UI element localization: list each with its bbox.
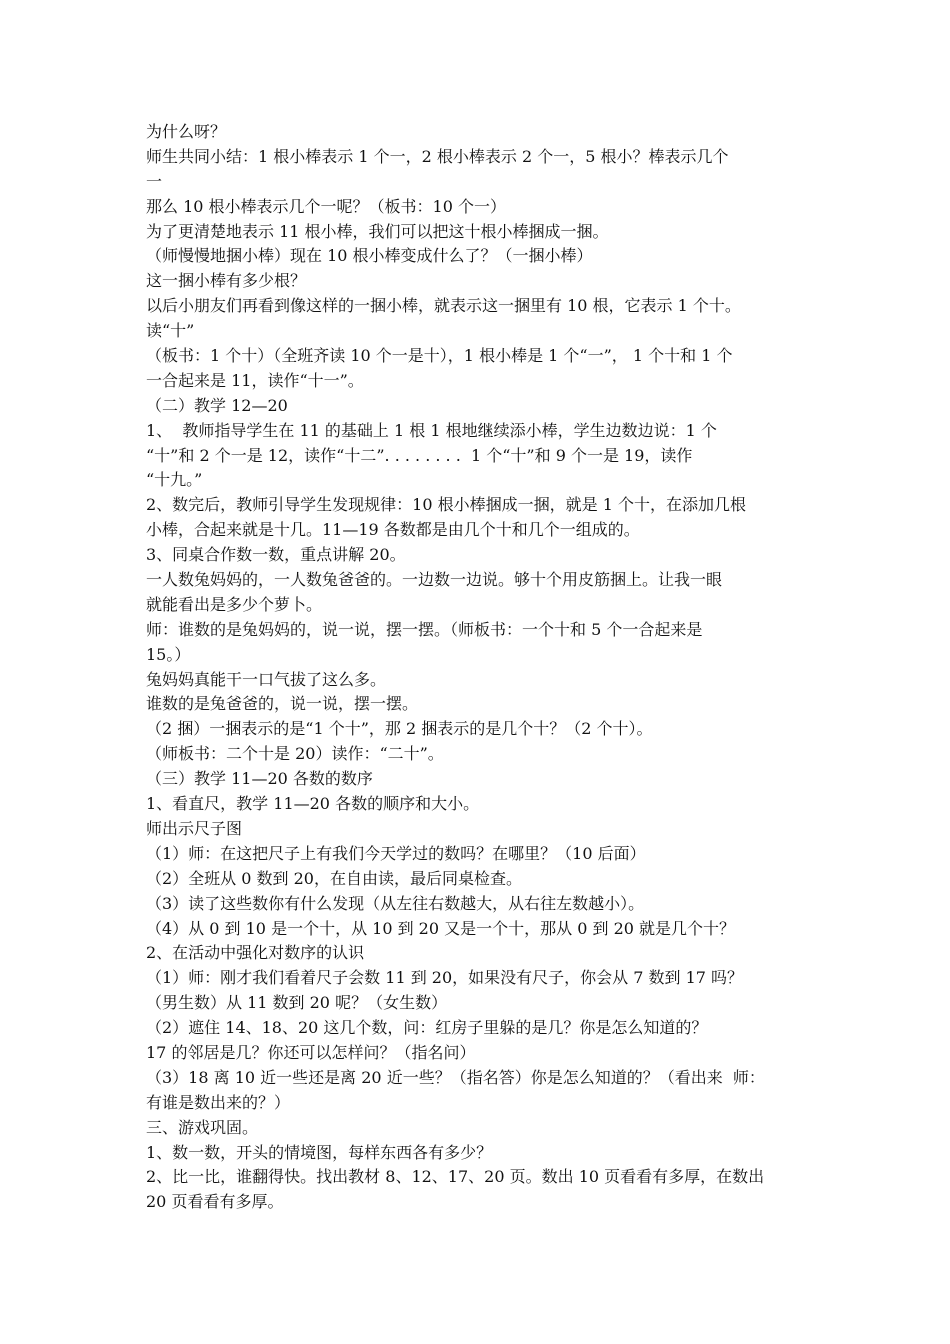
text-line: （师慢慢地捆小棒）现在 10 根小棒变成什么了？（一捆小棒） <box>146 246 593 266</box>
text-line: 2、数完后，教师引导学生发现规律：10 根小棒捆成一捆，就是 1 个十，在添加几根 <box>146 495 746 515</box>
text-line: 以后小朋友们再看到像这样的一捆小棒，就表示这一捆里有 10 根，它表示 1 个十。 <box>146 296 741 316</box>
text-line: 为了更清楚地表示 11 根小棒，我们可以把这十根小棒捆成一捆。 <box>146 221 609 241</box>
text-line: “十”和 2 个一是 12，读作“十二”. . . . . . . . 1 个“十”和 9 个一是 19，读作 <box>146 445 693 465</box>
text-line: （男生数）从 11 数到 20 呢？（女生数） <box>146 993 448 1013</box>
text-line: （板书：1 个十）（全班齐读 10 个一是十），1 根小棒是 1 个“一”， 1 个十和 1 个 <box>146 346 733 366</box>
text-line: 师：谁数的是兔妈妈的，说一说，摆一摆。（师板书：一个十和 5 个一合起来是 <box>146 619 703 639</box>
text-line: 谁数的是兔爸爸的，说一说，摆一摆。 <box>146 694 419 714</box>
text-line: （1）师：刚才我们看着尺子会数 11 到 20，如果没有尺子，你会从 7 数到 17 吗？ <box>146 968 744 988</box>
text-line: （2）遮住 14、18、20 这几个数，问：红房子里躲的是几？你是怎么知道的？ <box>146 1018 708 1038</box>
text-line: “十九。” <box>146 470 203 490</box>
text-line: 为什么呀？ <box>146 122 227 141</box>
text-line: （2）全班从 0 数到 20，在自由读，最后同桌检查。 <box>146 868 522 888</box>
text-line: 2、比一比，谁翻得快。找出教材 8、12、17、20 页。数出 10 页看看有多厚，在数出 <box>146 1167 765 1187</box>
section-heading: （三）教学 11—20 各数的数序 <box>146 769 373 789</box>
text-line: 15。） <box>146 644 191 664</box>
section-heading: 三、游戏巩固。 <box>146 1117 259 1137</box>
text-line: 这一捆小棒有多少根？ <box>146 271 307 291</box>
text-line: 一人数兔妈妈的，一人数兔爸爸的。一边数一边说。够十个用皮筋捆上。让我一眼 <box>146 570 723 590</box>
text-line: （3）18 离 10 近一些还是离 20 近一些？（指名答）你是怎么知道的？（看出来 师： <box>146 1067 765 1087</box>
text-line: 1、数一数，开头的情境图，每样东西各有多少？ <box>146 1142 493 1162</box>
text-line: （师板书：二个十是 20）读作：“二十”。 <box>146 744 444 764</box>
text-line: 那么 10 根小棒表示几个一呢？（板书：10 个一） <box>146 196 506 216</box>
text-line: （2 捆）一捆表示的是“1 个十”，那 2 捆表示的是几个十？（2 个十）。 <box>146 719 653 739</box>
text-line: 20 页看看有多厚。 <box>146 1192 284 1212</box>
section-heading: （二）教学 12—20 <box>146 395 288 415</box>
text-line: 2、在活动中强化对数序的认识 <box>146 943 365 963</box>
text-line: 师出示尺子图 <box>146 818 243 838</box>
text-line: 有谁是数出来的？） <box>146 1092 291 1112</box>
text-line: 17 的邻居是几？你还可以怎样问？（指名问） <box>146 1042 476 1062</box>
text-line: 1、 教师指导学生在 11 的基础上 1 根 1 根地继续添小棒，学生边数边说：1 个 <box>146 420 717 440</box>
text-line: 3、同桌合作数一数，重点讲解 20。 <box>146 545 406 565</box>
text-line: 师生共同小结：1 根小棒表示 1 个一，2 根小棒表示 2 个一，5 根小？棒表示几个 <box>146 146 729 166</box>
text-line: （4）从 0 到 10 是一个十，从 10 到 20 又是一个十，那从 0 到 20 就是几个十？ <box>146 918 736 938</box>
text-line: 就能看出是多少个萝卜。 <box>146 594 323 614</box>
text-line: 小棒，合起来就是十几。11—19 各数都是由几个十和几个一组成的。 <box>146 520 640 540</box>
text-line: （1）师：在这把尺子上有我们今天学过的数吗？在哪里？（10 后面） <box>146 843 646 863</box>
document-body <box>146 120 846 1215</box>
text-line: 读“十” <box>146 321 195 341</box>
text-line: 一 <box>146 171 163 191</box>
text-line: 兔妈妈真能干一口气拔了这么多。 <box>146 669 387 689</box>
text-line: 1、看直尺，教学 11—20 各数的顺序和大小。 <box>146 794 480 814</box>
text-line: （3）读了这些数你有什么发现（从左往右数越大，从右往左数越小）。 <box>146 893 645 913</box>
text-line: 一合起来是 11，读作“十一”。 <box>146 370 364 390</box>
